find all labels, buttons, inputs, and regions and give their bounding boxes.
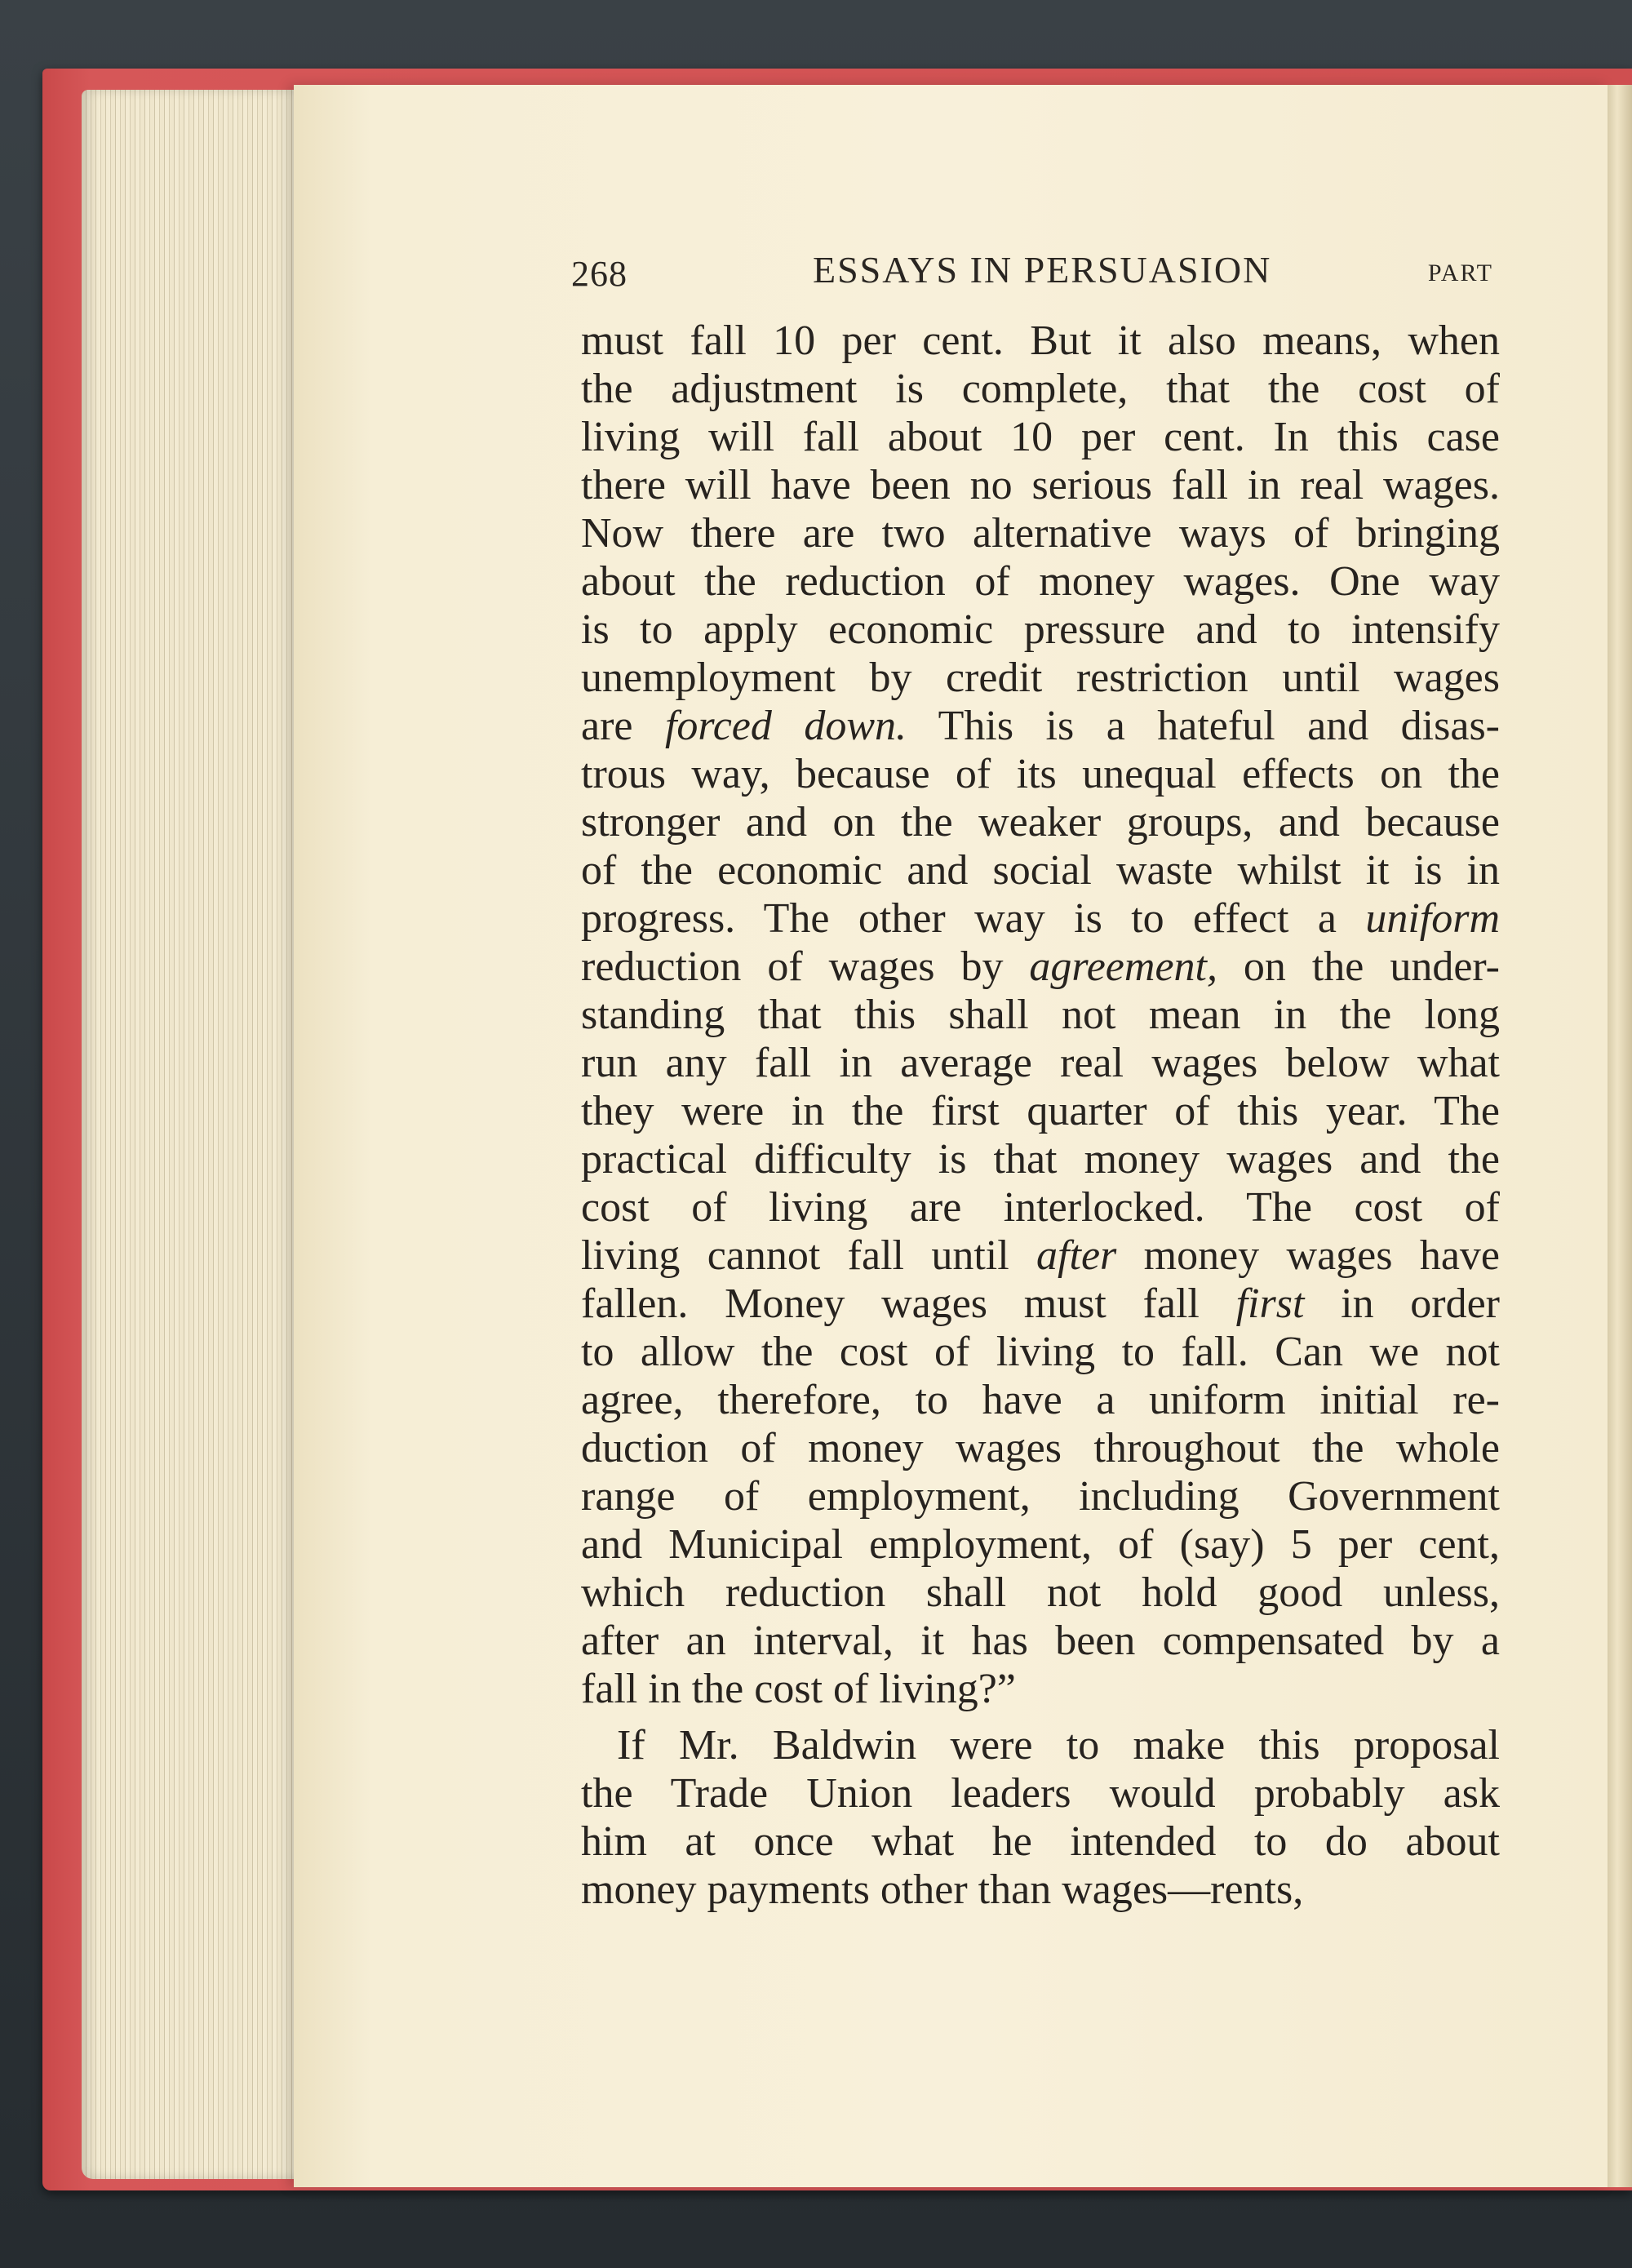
book-gutter — [1608, 85, 1632, 2187]
text-line: fallen. Money wages must fall first in order — [581, 1280, 1500, 1327]
text-line: of the economic and social waste whilst it is in — [581, 847, 1500, 894]
text-line: they were in the first quarter of this year. The — [581, 1088, 1500, 1134]
running-title: ESSAYS IN PERSUASION — [813, 249, 1272, 291]
italic-emphasis: uniform — [1365, 895, 1500, 942]
text-line: is to apply economic pressure and to intensify — [581, 606, 1500, 653]
text-line: living cannot fall until after money wages have — [581, 1232, 1500, 1279]
text-line: cost of living are interlocked. The cost of — [581, 1184, 1500, 1231]
page-edges — [82, 90, 302, 2179]
text-line: which reduction shall not hold good unless, — [581, 1569, 1500, 1616]
paragraph-gap — [581, 1713, 1500, 1721]
text-line: him at once what he intended to do about — [581, 1818, 1500, 1865]
text-line: unemployment by credit restriction until wages — [581, 655, 1500, 701]
text-line: If Mr. Baldwin were to make this proposal — [617, 1722, 1500, 1769]
body-text — [581, 317, 1500, 1914]
text-line: must fall 10 per cent. But it also means, when — [581, 317, 1500, 364]
text-line: the adjustment is complete, that the cost of — [581, 366, 1500, 412]
text-line: practical difficulty is that money wages and the — [581, 1136, 1500, 1183]
italic-emphasis: agreement, — [1029, 943, 1217, 990]
text-line: are forced down. This is a hateful and disas- — [581, 703, 1500, 749]
text-line: there will have been no serious fall in real wages. — [581, 462, 1500, 508]
text-line: agree, therefore, to have a uniform initial re- — [581, 1377, 1500, 1423]
text-line: about the reduction of money wages. One way — [581, 558, 1500, 605]
text-line: after an interval, it has been compensated by a — [581, 1618, 1500, 1664]
text-line: to allow the cost of living to fall. Can we not — [581, 1329, 1500, 1375]
text-line: the Trade Union leaders would probably ask — [581, 1770, 1500, 1817]
text-line: range of employment, including Government — [581, 1473, 1500, 1520]
text-line: stronger and on the weaker groups, and because — [581, 799, 1500, 846]
page-number: 268 — [571, 254, 628, 294]
text-line: and Municipal employment, of (say) 5 per cent, — [581, 1521, 1500, 1568]
part-label: PART — [1427, 260, 1493, 286]
text-line: standing that this shall not mean in the long — [581, 992, 1500, 1038]
text-line: run any fall in average real wages below what — [581, 1040, 1500, 1086]
text-line: trous way, because of its unequal effects on the — [581, 751, 1500, 797]
text-line: reduction of wages by agreement, on the under- — [581, 943, 1501, 990]
text-line: living will fall about 10 per cent. In this case — [581, 414, 1500, 460]
text-line: duction of money wages throughout the whole — [581, 1425, 1500, 1471]
text-line: Now there are two alternative ways of bringing — [581, 510, 1500, 557]
running-header — [571, 245, 1493, 310]
text-line: money payments other than wages—rents, — [581, 1866, 1304, 1913]
text-line: progress. The other way is to effect a uniform — [581, 895, 1500, 942]
text-line: fall in the cost of living?” — [581, 1666, 1016, 1712]
italic-emphasis: after — [1036, 1232, 1117, 1279]
paragraph-2 — [581, 1721, 1500, 1914]
italic-emphasis: forced down. — [664, 703, 907, 749]
italic-emphasis: first — [1235, 1280, 1305, 1327]
paragraph-1 — [581, 317, 1500, 1713]
